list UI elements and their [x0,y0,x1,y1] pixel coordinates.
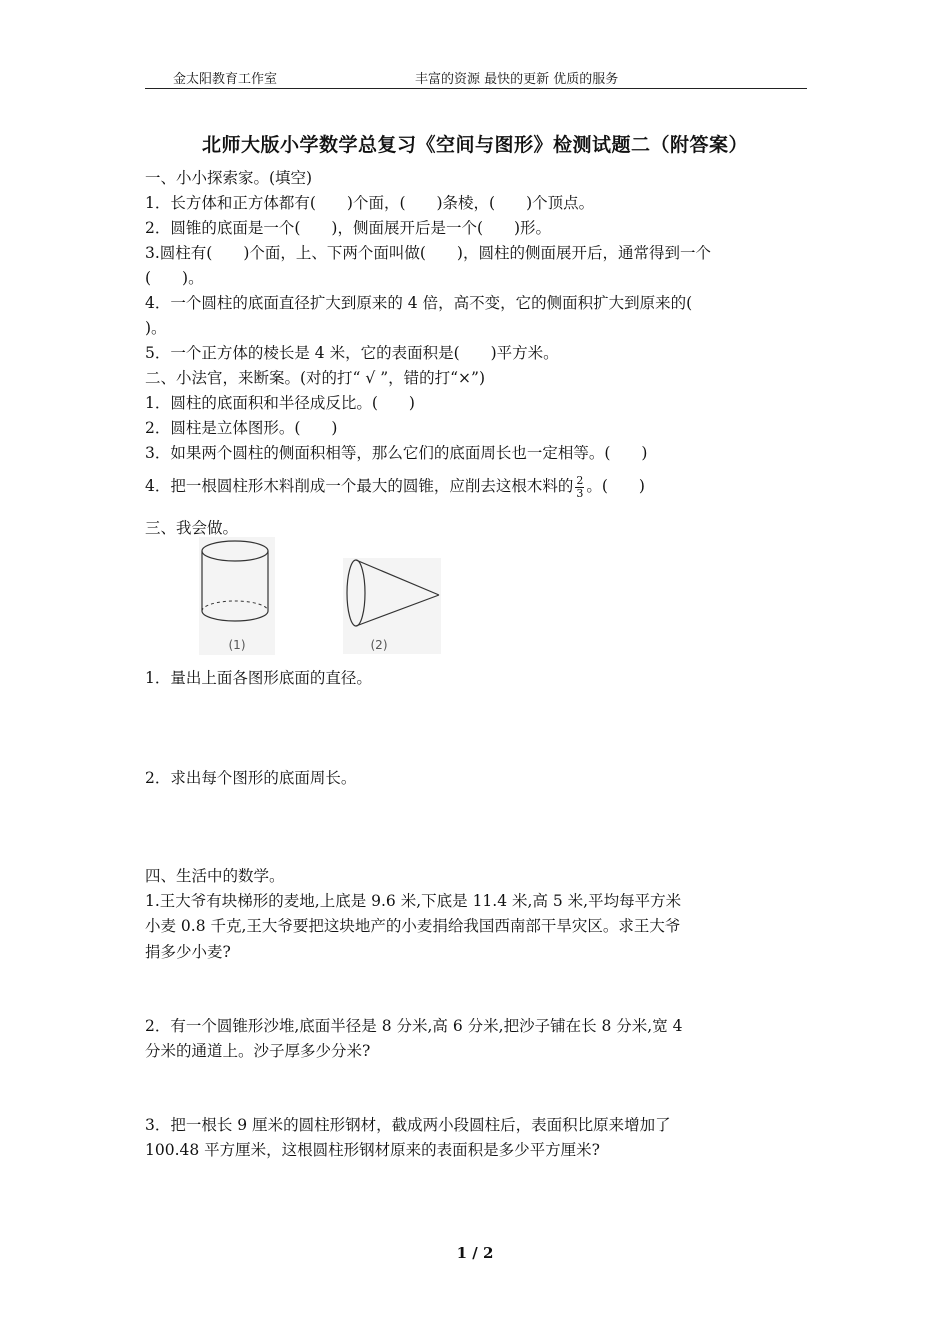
s4-question-1-line2: 小麦 0.8 千克,王大爷要把这块地产的小麦捐给我国西南部干旱灾区。求王大爷 [145,917,681,935]
s4-question-2-line1: 2．有一个圆锥形沙堆,底面半径是 8 分米,高 6 分米,把沙子铺在长 8 分米,宽 4 [145,1017,683,1035]
s2-q4-text: 4．把一根圆柱形木料削成一个最大的圆锥，应削去这根木料的 [145,477,574,495]
page-number: 1 / 2 [456,1244,494,1262]
s2-question-2: 2．圆柱是立体图形。( ) [145,419,338,437]
header-left: 金太阳教育工作室 [173,72,278,87]
s1-question-3-line1: 3.圆柱有( )个面，上、下两个面叫做( )，圆柱的侧面展开后，通常得到一个 [145,244,711,262]
s4-question-3-line2: 100.48 平方厘米，这根圆柱形钢材原来的表面积是多少平方厘米? [145,1141,600,1159]
s2-question-3: 3．如果两个圆柱的侧面积相等，那么它们的底面周长也一定相等。( ) [145,444,648,462]
s3-question-1: 1．量出上面各图形底面的直径。 [145,669,372,687]
page-header [145,66,807,89]
fraction-denominator: 3 [576,486,584,500]
section1-heading: 一、小小探索家。(填空) [145,169,313,187]
s1-question-4-line1: 4．一个圆柱的底面直径扩大到原来的 4 倍，高不变，它的侧面积扩大到原来的( [145,294,693,312]
section3-heading: 三、我会做。 [145,519,239,537]
s3-question-2: 2．求出每个图形的底面周长。 [145,769,357,787]
s1-question-1: 1．长方体和正方体都有( )个面，( )条棱，( )个顶点。 [145,194,595,212]
fig2-label: (2) [370,638,388,652]
s4-question-1-line1: 1.王大爷有块梯形的麦地,上底是 9.6 米,下底是 11.4 米,高 5 米,平均每平方米 [145,892,682,910]
s2-question-1: 1．圆柱的底面积和半径成反比。( ) [145,394,415,412]
cone-figure-bg [343,558,441,654]
s1-question-3-line2: ( )。 [145,269,204,287]
s4-question-2-line2: 分米的通道上。沙子厚多少分米? [145,1042,371,1060]
s4-question-1-line3: 捐多少小麦? [145,943,231,961]
section4-heading: 四、生活中的数学。 [145,867,285,885]
s1-question-5: 5．一个正方体的棱长是 4 米，它的表面积是( )平方米。 [145,344,559,362]
fraction-two-thirds [575,475,584,500]
cone-figure [343,558,441,654]
fig1-label: (1) [228,638,246,652]
section2-heading: 二、小法官，来断案。(对的打“ √ ”，错的打“×”) [145,369,486,387]
cylinder-figure [199,537,275,655]
s2-question-4 [145,474,810,500]
s1-question-2: 2．圆锥的底面是一个( )，侧面展开后是一个( )形。 [145,219,552,237]
s1-question-4-line2: )。 [145,319,167,337]
s4-question-3-line1: 3．把一根长 9 厘米的圆柱形钢材，截成两小段圆柱后，表面积比原来增加了 [145,1116,671,1134]
document-title: 北师大版小学数学总复习《空间与图形》检测试题二（附答案） [201,134,748,156]
fraction-numerator: 2 [576,473,584,487]
s2-q4-tail: 。( ) [586,477,645,495]
header-right: 丰富的资源 最快的更新 优质的服务 [415,72,619,87]
